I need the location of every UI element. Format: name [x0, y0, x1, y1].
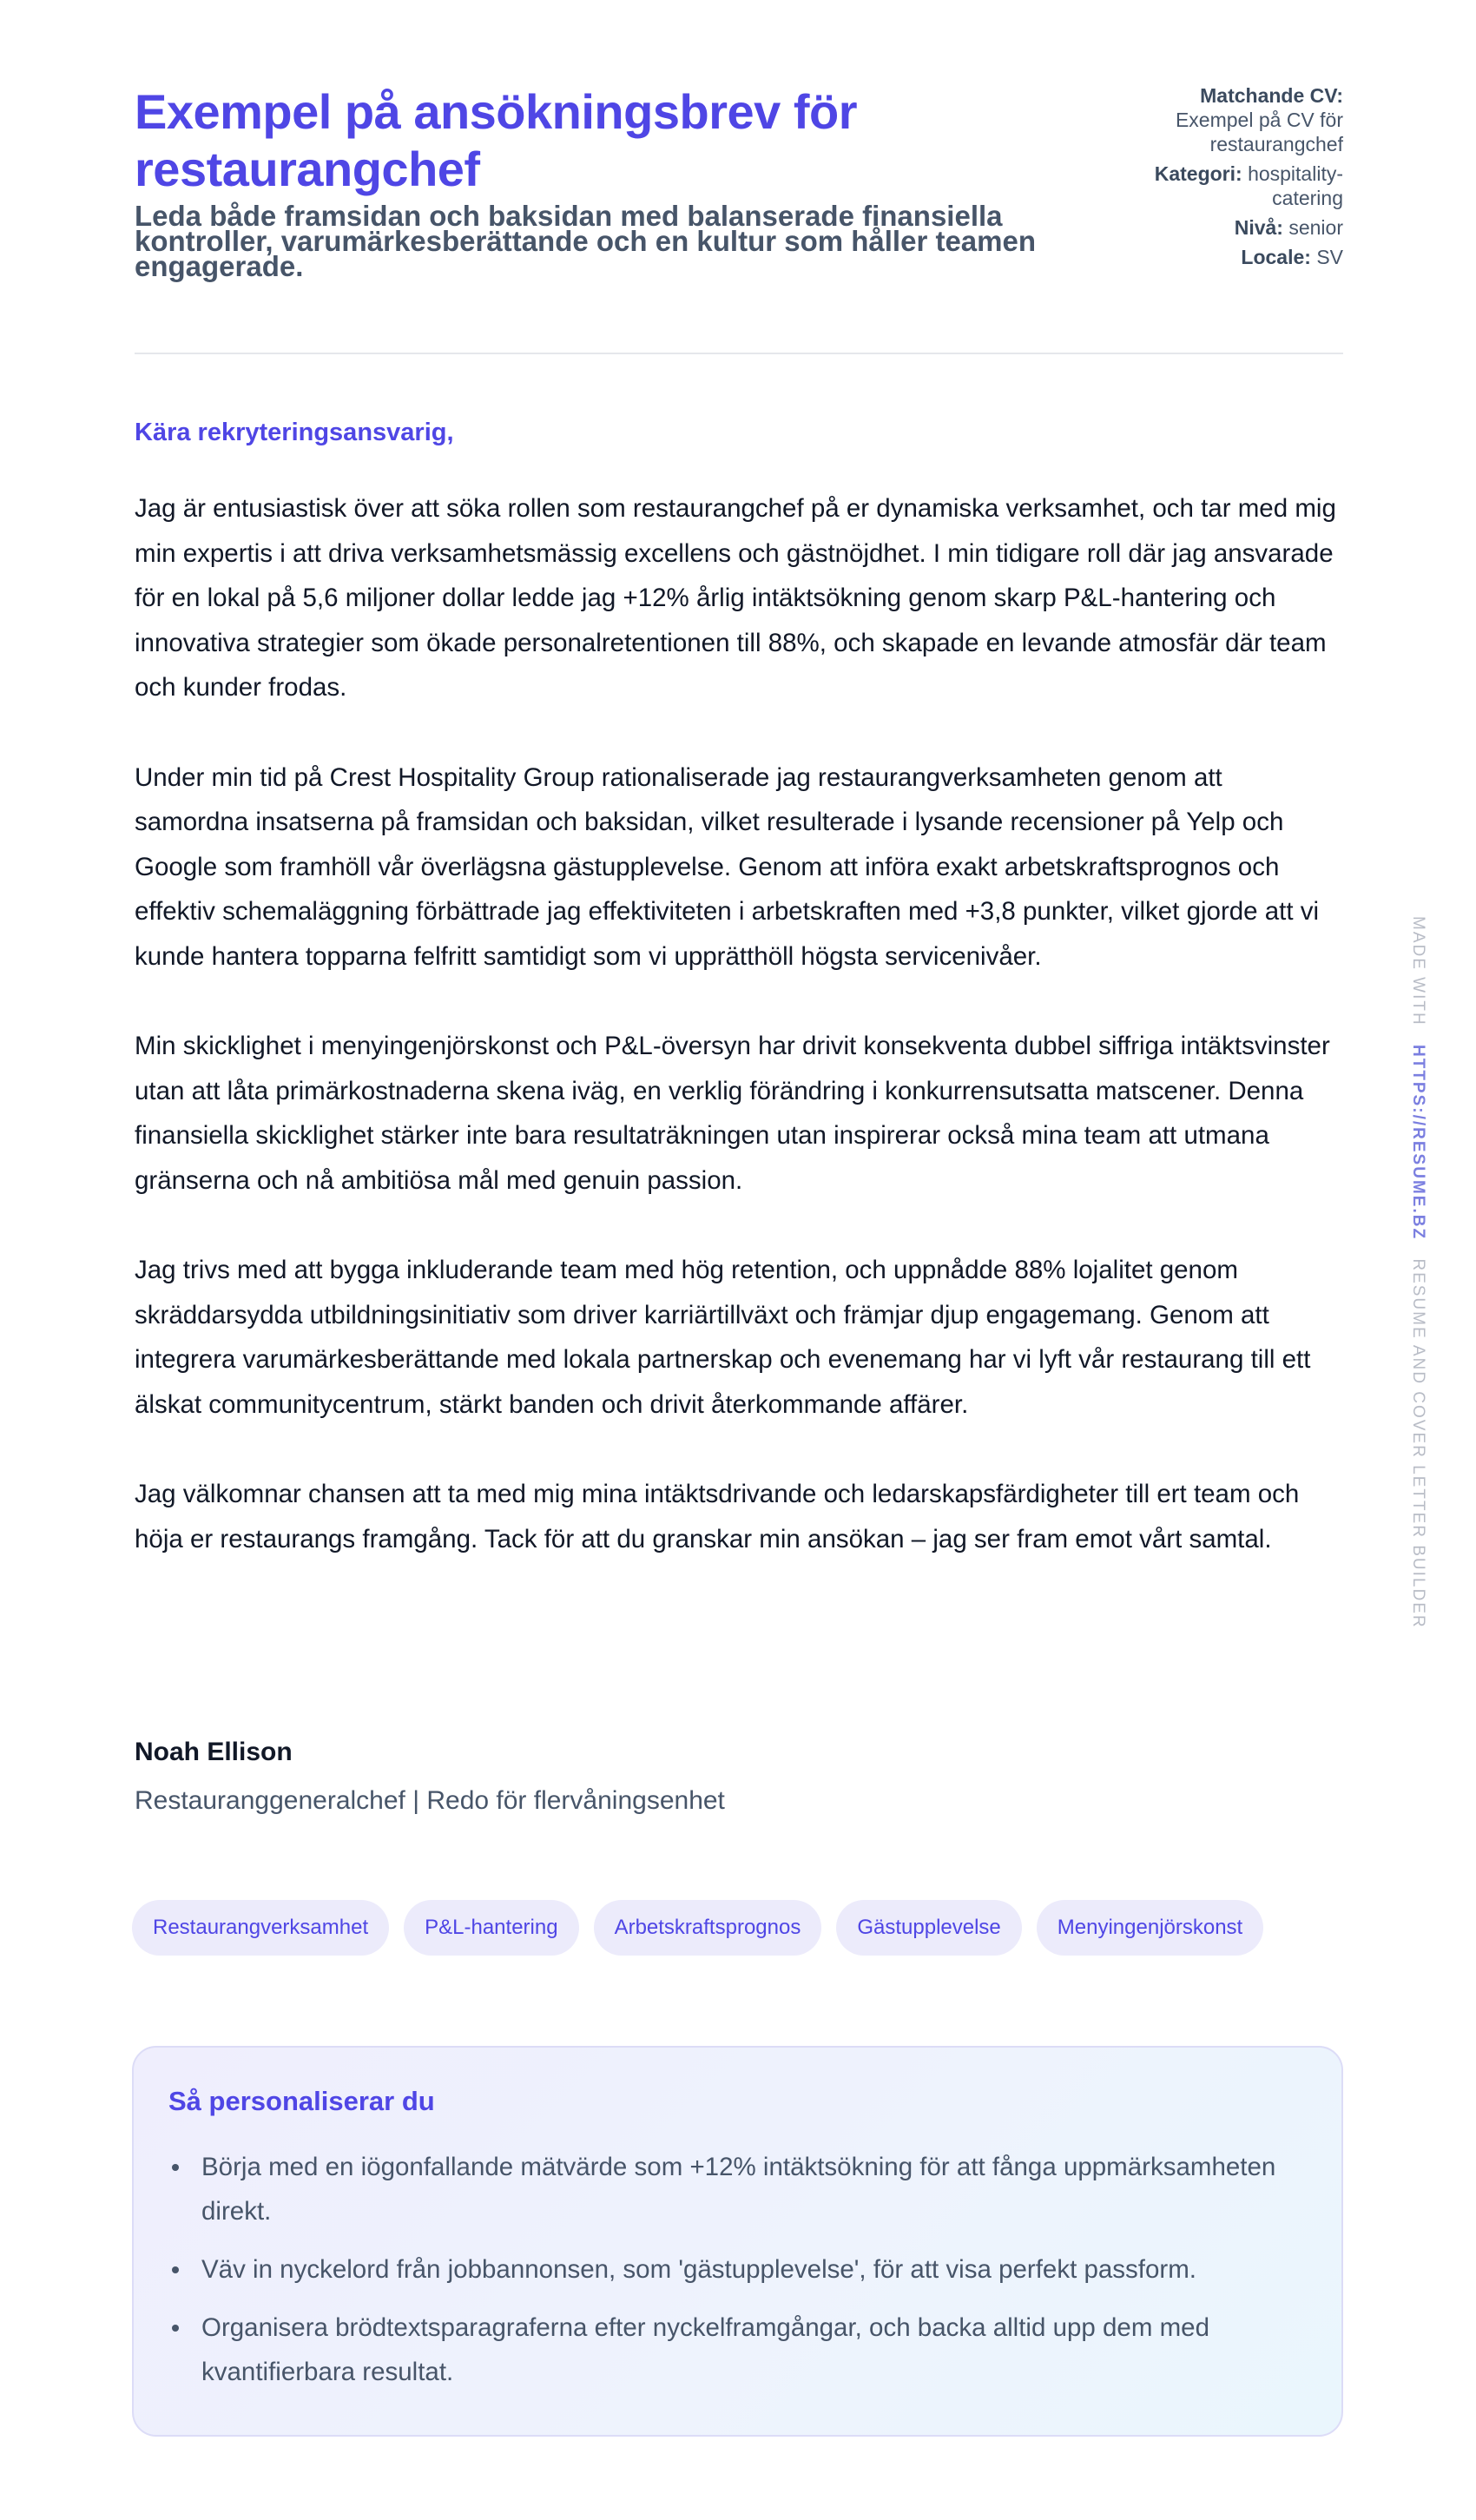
side-brand-watermark [1408, 916, 1427, 1629]
side-brand-prefix: MADE WITH [1409, 916, 1427, 1026]
letter-body [135, 486, 1343, 1606]
letter-paragraph: Jag är entusiastisk över att söka rollen som restaurangchef på er dynamiska verksamhet, och tar med mig min expertis i att driva verksamhetsmässig excellens och gästnöjdhet. I min tidigare roll där jag ansvarade för en lokal på 5,6 miljoner dollar ledde jag +12% årlig intäktsökning genom skarp P&L-hantering och innovativa strategier som ökade personalretentionen till 88%, och skapade en levande atmosfär där team och kunder frodas. [135, 494, 1336, 702]
skill-tag[interactable]: P&L-hantering [404, 1900, 578, 1956]
letter-paragraph: Jag välkomnar chansen att ta med mig mina intäktsdrivande och ledarskapsfärdigheter till ert team och höja er restaurangs framgång. Tack för att du granskar min ansökan – jag ser fram emot vårt samtal. [135, 1480, 1300, 1554]
page-header [135, 83, 1343, 344]
meta-locale-label: Locale: [1241, 246, 1311, 268]
signature-block [135, 1733, 1343, 1820]
meta-panel [1117, 83, 1343, 274]
meta-locale [1117, 245, 1343, 269]
signature-title: Restauranggeneralchef | Redo för flervåningsenhet [135, 1786, 725, 1815]
letter-greeting: Kära rekryteringsansvarig, [135, 419, 454, 446]
meta-level [1117, 215, 1343, 240]
side-brand-link[interactable]: HTTPS://RESUME.BZ [1409, 1045, 1427, 1241]
meta-matching-cv-label: Matchande CV: [1200, 84, 1343, 107]
page-title: Exempel på ansökningsbrev för restaurangchef [135, 84, 857, 196]
meta-level-label: Nivå: [1234, 216, 1283, 239]
tips-title: Så personaliserar du [168, 2086, 435, 2116]
meta-category [1117, 162, 1343, 210]
skill-tag[interactable]: Gästupplevelse [836, 1900, 1021, 1956]
personalization-tips [132, 2046, 1343, 2437]
meta-locale-value: SV [1316, 246, 1343, 268]
meta-matching-cv-link[interactable]: Exempel på CV för restaurangchef [1175, 109, 1343, 155]
meta-category-value: hospitality-catering [1248, 162, 1343, 209]
tips-list [168, 2145, 1307, 2394]
signature-name: Noah Ellison [135, 1738, 293, 1766]
header-divider [135, 353, 1343, 354]
letter-paragraph: Min skicklighet i menyingenjörskonst och P&L-översyn har drivit konsekventa dubbel siffriga intäktsvinster utan att låta primärkostnaderna skena iväg, en verklig förändring i konkurrensutsatta matscener. Denna finansiella skicklighet stärker inte bara resultaträkningen utan inspirerar också mina team att utmana gränserna och nå ambitiösa mål med genuin passion. [135, 1032, 1330, 1195]
tip-item: Börja med en iögonfallande mätvärde som +12% intäktsökning för att fånga uppmärksamheten direkt. [201, 2145, 1307, 2233]
side-brand-suffix: RESUME AND COVER LETTER BUILDER [1409, 1258, 1427, 1629]
skill-tag[interactable]: Menyingenjörskonst [1037, 1900, 1263, 1956]
letter-paragraph: Under min tid på Crest Hospitality Group rationaliserade jag restaurangverksamheten genom att samordna insatserna på framsidan och baksidan, vilket resulterade i lysande recensioner på Yelp och Google som framhöll vår överlägsna gästupplevelse. Genom att införa exakt arbetskraftsprognos och effektiv schemaläggning förbättrade jag effektiviteten i arbetskraften med +3,8 punkter, vilket gjorde att vi kunde hantera topparna felfritt samtidigt som vi upprätthöll högsta servicenivåer. [135, 762, 1320, 971]
tip-item: Organisera brödtextsparagraferna efter nyckelframgångar, och backa alltid upp dem med kvantifierbara resultat. [201, 2306, 1307, 2394]
meta-category-label: Kategori: [1154, 162, 1242, 185]
skill-tags [132, 1900, 1263, 1956]
meta-matching-cv [1117, 83, 1343, 156]
skill-tag[interactable]: Restaurangverksamhet [132, 1900, 389, 1956]
letter-paragraph: Jag trivs med att bygga inkluderande team med hög retention, och uppnådde 88% lojalitet genom skräddarsydda utbildningsinitiativ som driver karriärtillväxt och främjar djup engagemang. Genom att integrera varumärkesberättande med lokala partnerskap och evenemang har vi lyft vår restaurang till ett älskat communitycentrum, stärkt banden och drivit återkommande affärer. [135, 1256, 1311, 1419]
skill-tag[interactable]: Arbetskraftsprognos [594, 1900, 822, 1956]
meta-level-value: senior [1288, 216, 1343, 239]
page-subtitle: Leda både framsidan och baksidan med balanserade finansiella kontroller, varumärkesberättande och en kultur som håller teamen engagerade. [135, 200, 1037, 282]
tip-item: Väv in nyckelord från jobbannonsen, som 'gästupplevelse', för att visa perfekt passform. [201, 2247, 1307, 2292]
